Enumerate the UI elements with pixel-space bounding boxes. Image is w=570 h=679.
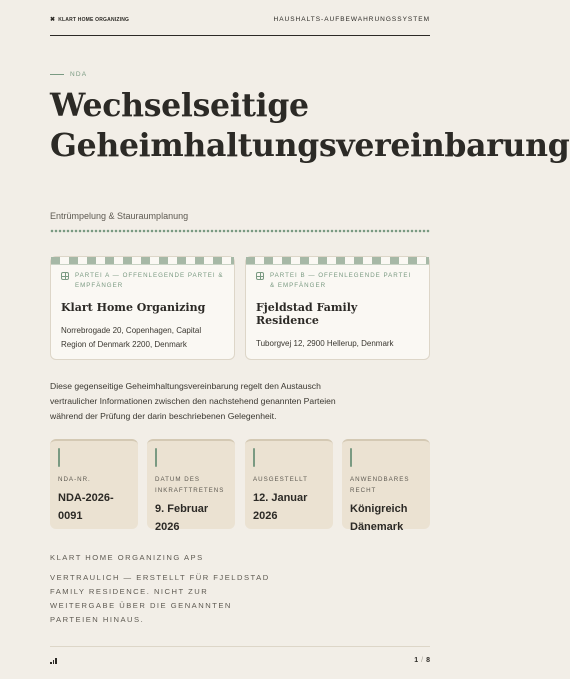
confidentiality-notice: VERTRAULICH — ERSTELLT FÜR FJELDSTAD FAMILY RESIDENCE. NICHT ZUR WEITERGABE ÜBER DIE GENANNTEN PARTEIEN HINAUS. <box>50 573 270 624</box>
detail-label: AUSGESTELLT <box>253 476 308 483</box>
detail-value: Königreich Dänemark <box>350 503 408 533</box>
grid-icon <box>350 448 352 467</box>
brand-name: KLART HOME ORGANIZING <box>58 16 130 23</box>
card-stripe <box>51 257 234 265</box>
detail-card-effective-date <box>147 439 235 533</box>
eyebrow-rule <box>50 74 64 76</box>
party-name: Klart Home Organizing <box>61 301 206 314</box>
party-address: Tuborgvej 12, 2900 Hellerup, Denmark <box>256 339 394 348</box>
party-role-label: PARTEI B — OFFENLEGENDE PARTEI & EMPFÄNGER <box>270 272 412 289</box>
document-page <box>50 0 570 679</box>
detail-card-governing-law <box>342 439 430 533</box>
detail-card-nda-number <box>50 439 138 529</box>
eyebrow <box>50 71 87 78</box>
system-label: HAUSHALTS-AUFBEWAHRUNGSSYSTEM <box>273 16 430 23</box>
eyebrow-label: NDA <box>70 71 88 78</box>
grid-icon <box>58 448 60 467</box>
total-pages: 8 <box>426 657 430 664</box>
detail-value: NDA-2026-0091 <box>58 492 114 522</box>
detail-card-issued <box>245 439 333 529</box>
detail-label: ANWENDBARES RECHT <box>350 476 410 494</box>
detail-value: 12. Januar 2026 <box>253 492 308 522</box>
detail-label: NDA-NR. <box>58 476 91 483</box>
grid-icon <box>61 272 69 280</box>
document-title: Wechselseitige Geheimhaltungsvereinbarung <box>50 87 570 164</box>
card-stripe <box>246 257 429 265</box>
document-subtitle: Entrümpelung & Stauraumplanung <box>50 211 189 221</box>
document-header <box>50 16 430 36</box>
document-footer <box>50 646 430 679</box>
company-name: KLART HOME ORGANIZING APS <box>50 553 204 562</box>
party-name: Fjeldstad Family Residence <box>256 301 358 327</box>
signal-bars-icon <box>50 658 57 664</box>
current-page: 1 <box>414 657 419 664</box>
wordmark-icon: ✖ <box>50 17 56 23</box>
party-card-b <box>245 256 430 360</box>
dotted-divider <box>50 229 430 233</box>
brand <box>50 16 129 23</box>
detail-label: DATUM DES INKRAFTTRETENS <box>155 476 225 494</box>
party-role <box>256 271 419 291</box>
grid-icon <box>256 272 264 280</box>
grid-icon <box>155 448 157 467</box>
grid-icon <box>253 448 255 467</box>
page-separator: / <box>421 657 424 664</box>
page-number <box>414 657 430 664</box>
party-address: Norrebrogade 20, Copenhagen, Capital Region of Denmark 2200, Denmark <box>61 326 202 349</box>
party-role <box>61 271 224 291</box>
party-card-a <box>50 256 235 360</box>
intro-paragraph: Diese gegenseitige Geheimhaltungsvereinbarung regelt den Austausch vertraulicher Informationen zwischen den nachstehend genannten Parteien während der Prüfung der darin beschriebenen Gelegenheit. <box>50 381 336 421</box>
detail-value: 9. Februar 2026 <box>155 503 209 533</box>
party-role-label: PARTEI A — OFFENLEGENDE PARTEI & EMPFÄNGER <box>75 272 224 289</box>
